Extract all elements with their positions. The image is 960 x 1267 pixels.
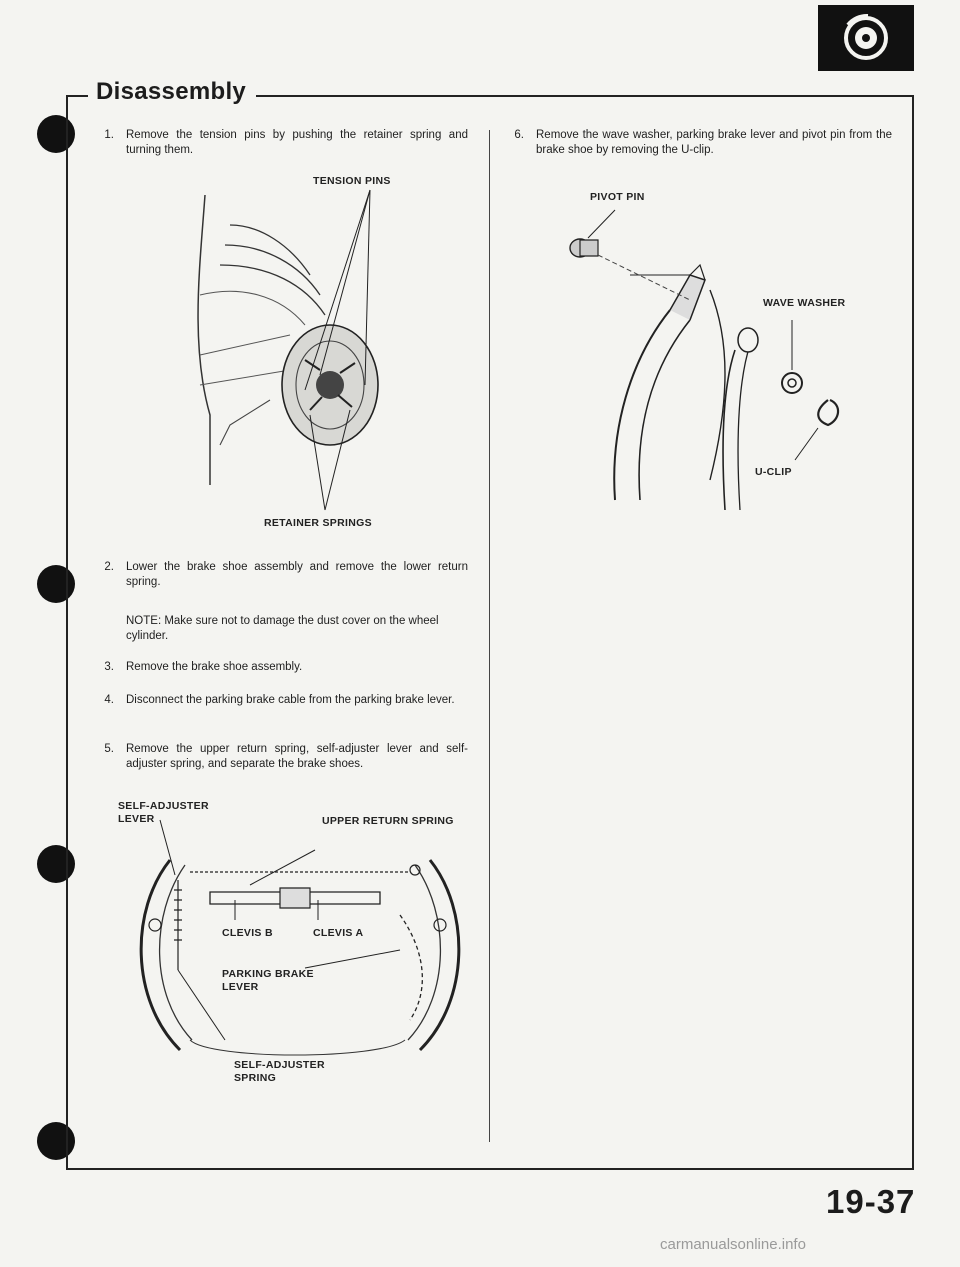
label-tension-pins: TENSION PINS bbox=[313, 175, 391, 187]
binder-hole-2 bbox=[37, 565, 75, 603]
binder-hole-4 bbox=[37, 1122, 75, 1160]
label-u-clip: U-CLIP bbox=[755, 466, 792, 478]
step-text: Remove the wave washer, parking brake lever and pivot pin from the brake shoe by removing the U-clip. bbox=[536, 129, 892, 156]
step-number: 4. bbox=[104, 694, 114, 706]
label-parking-brake-lever-1: PARKING BRAKE bbox=[222, 968, 314, 980]
binder-hole-3 bbox=[37, 845, 75, 883]
section-badge bbox=[818, 5, 914, 71]
step-3 bbox=[98, 660, 468, 676]
section-title: Disassembly bbox=[88, 78, 256, 106]
step-text: Remove the tension pins by pushing the retainer spring and turning them. bbox=[126, 129, 468, 156]
label-retainer-springs: RETAINER SPRINGS bbox=[264, 517, 372, 529]
frame-bottom-rule bbox=[66, 1168, 914, 1170]
watermark: carmanualsonline.info bbox=[660, 1236, 806, 1253]
label-clevis-a: CLEVIS A bbox=[313, 927, 364, 939]
step-text: Lower the brake shoe assembly and remove the lower return spring. bbox=[126, 561, 468, 588]
step-number: 3. bbox=[104, 661, 114, 673]
brake-shoe-assembly-figure bbox=[130, 820, 470, 1090]
label-parking-brake-lever-2: LEVER bbox=[222, 981, 259, 993]
step-text: Remove the upper return spring, self-adjuster lever and self-adjuster spring, and separate the brake shoes. bbox=[126, 743, 468, 770]
step-text: Disconnect the parking brake cable from the parking brake lever. bbox=[126, 694, 455, 706]
step-number: 6. bbox=[514, 129, 524, 141]
frame-right-rule bbox=[912, 95, 914, 1170]
note: NOTE: Make sure not to damage the dust cover on the wheel cylinder. bbox=[126, 615, 439, 642]
step-number: 2. bbox=[104, 561, 114, 573]
label-self-adjuster-spring-2: SPRING bbox=[234, 1072, 277, 1084]
step-6 bbox=[508, 128, 892, 160]
tension-pins-figure bbox=[170, 185, 400, 525]
step-4 bbox=[98, 693, 468, 725]
label-self-adjuster-spring-1: SELF-ADJUSTER bbox=[234, 1059, 325, 1071]
label-self-adjuster-lever-1: SELF-ADJUSTER bbox=[118, 800, 209, 812]
brake-disc-icon bbox=[838, 13, 894, 63]
step-2 bbox=[98, 560, 468, 592]
label-clevis-b: CLEVIS B bbox=[222, 927, 273, 939]
parking-brake-lever-figure bbox=[550, 200, 850, 520]
binder-hole-1 bbox=[37, 115, 75, 153]
label-wave-washer: WAVE WASHER bbox=[763, 297, 846, 309]
step-1 bbox=[98, 128, 468, 160]
label-self-adjuster-lever-2: LEVER bbox=[118, 813, 155, 825]
step-text: Remove the brake shoe assembly. bbox=[126, 661, 303, 673]
step-number: 1. bbox=[104, 129, 114, 141]
label-pivot-pin: PIVOT PIN bbox=[590, 191, 645, 203]
page-number: 19-37 bbox=[826, 1183, 916, 1220]
label-upper-return-spring: UPPER RETURN SPRING bbox=[322, 815, 454, 827]
frame-left-rule bbox=[66, 95, 68, 1170]
step-5 bbox=[98, 742, 468, 774]
step-number: 5. bbox=[104, 743, 114, 755]
column-divider bbox=[489, 130, 490, 1142]
